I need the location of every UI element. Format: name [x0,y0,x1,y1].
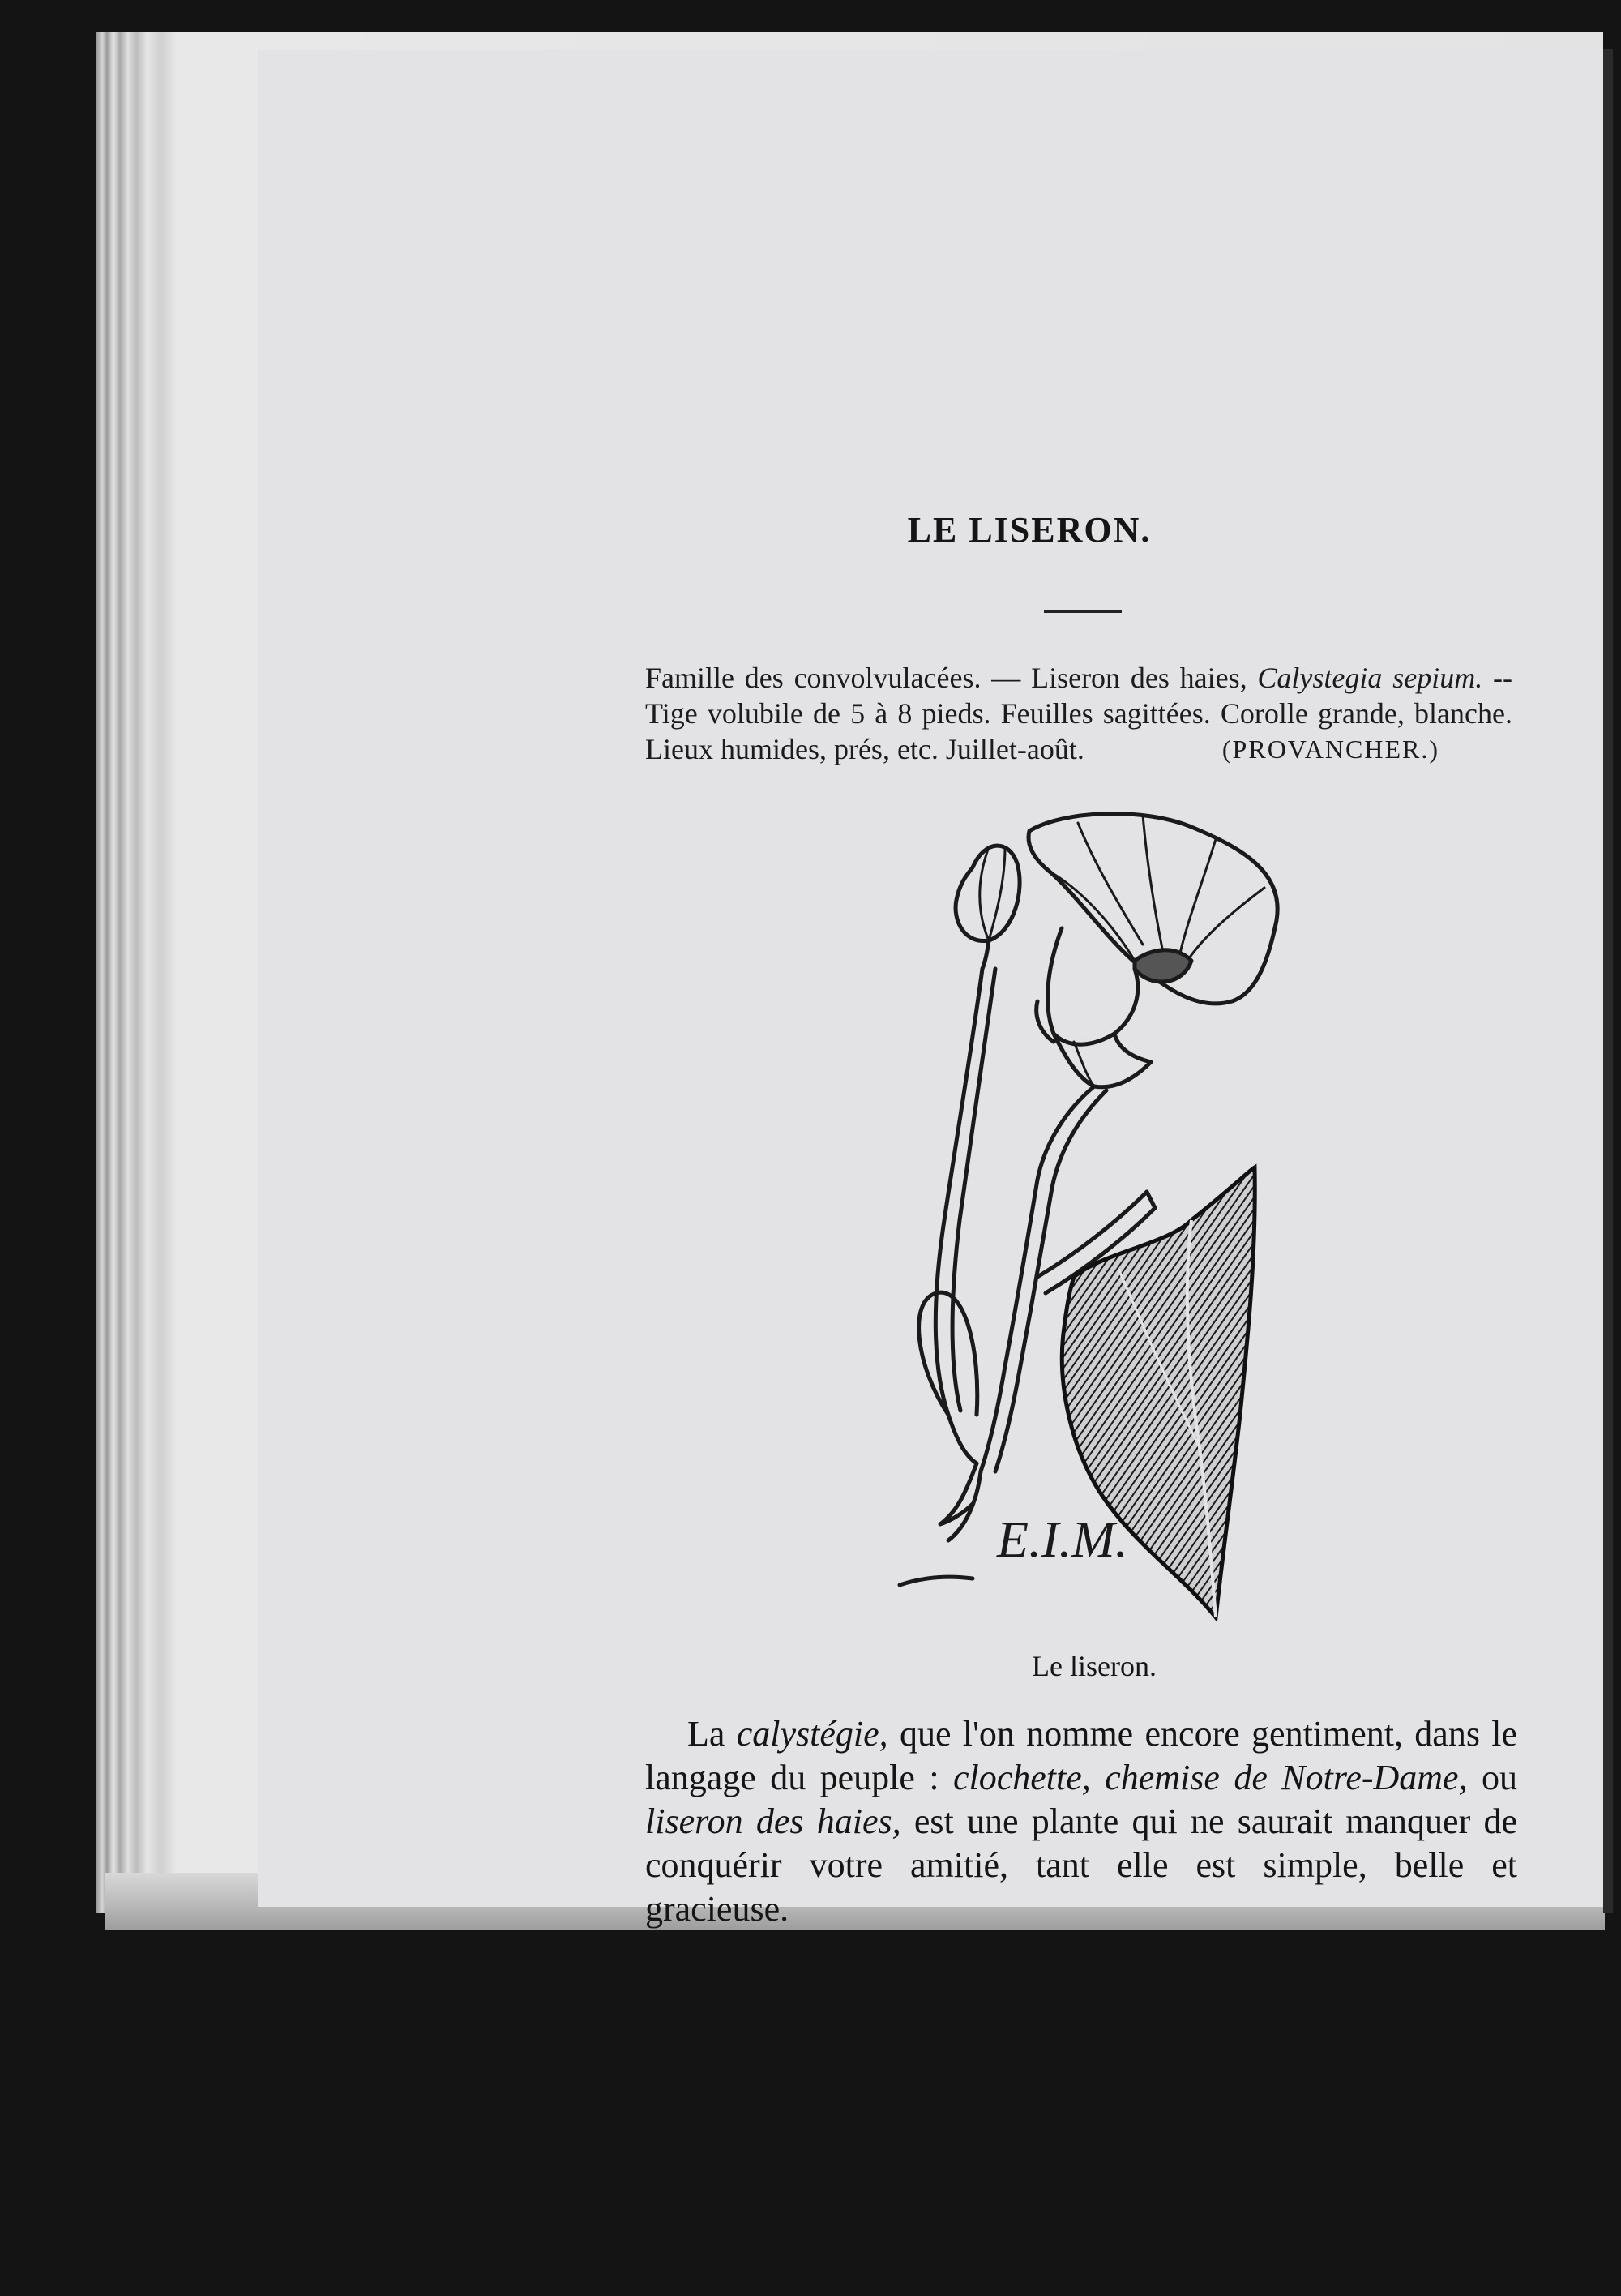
botany-note [645,660,1512,767]
body-text-4: est une plante qui ne saurait manquer de conquérir votre amitié, tant elle est simple, belle et gracieuse. [645,1801,1518,1929]
scan-edge [1603,49,1613,1913]
bindweed-illustration [875,799,1297,1626]
note-text-1: Famille des convolvulacées. — Liseron des haies, [645,662,1258,694]
body-italic-1: calystégie, [736,1714,888,1754]
page-title: LE LISERON. [907,510,1152,550]
body-text-2: que l'on nomme encore gentiment, dans le langage du peuple : [645,1714,1518,1797]
note-latin-name: Calystegia sepium. [1257,662,1483,694]
body-italic-3: liseron des haies, [645,1801,901,1841]
note-text-2: -- Tige volubile de 5 à 8 pieds. Feuilles sagittées. Corolle grande, blanche. Lieux humides, prés, etc. Juillet-août. [645,662,1512,765]
artist-signature: E.I.M. [997,1510,1128,1568]
title-divider [1044,610,1122,613]
figure-caption: Le liseron. [1032,1650,1157,1682]
body-text-3: ou [1467,1758,1518,1797]
body-paragraph [645,1712,1517,1931]
note-author: (PROVANCHER.) [1221,735,1439,764]
body-italic-2: clochette, chemise de Notre-Dame, [952,1758,1468,1797]
body-text-1: La [687,1714,737,1754]
